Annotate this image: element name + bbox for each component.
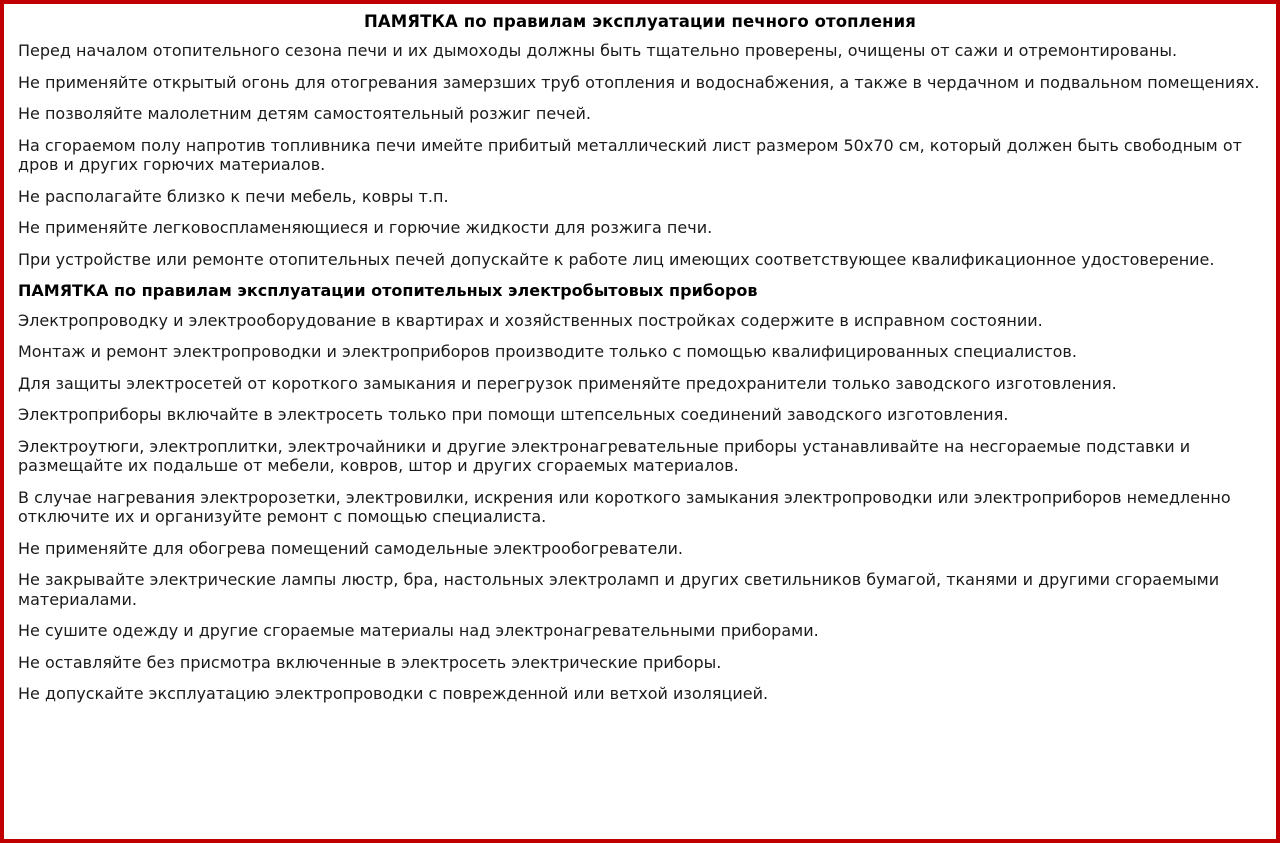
paragraph: Электроприборы включайте в электросеть только при помощи штепсельных соединений заводского изготовления.: [18, 405, 1009, 425]
paragraph: Не закрывайте электрические лампы люстр, бра, настольных электроламп и других светильников бумагой, тканями и другими сгораемыми материалами.: [18, 570, 1220, 609]
page-title: ПАМЯТКА по правилам эксплуатации печного отопления: [364, 12, 916, 31]
paragraph: Электроутюги, электроплитки, электрочайники и другие электронагревательные приборы устанавливайте на несгораемые подставки и размещайте их подальше от мебели, ковров, штор и других сгораемых материалов.: [18, 436, 1191, 476]
paragraph: Для защиты электросетей от короткого замыкания и перегрузок применяйте предохранители только заводского изготовления.: [18, 373, 1117, 393]
paragraph: Монтаж и ремонт электропроводки и электроприборов производите только с помощью квалифицированных специалистов.: [18, 342, 1077, 362]
paragraph: В случае нагревания электророзетки, электровилки, искрения или короткого замыкания электропроводки или электроприборов немедленно отключите их и организуйте ремонт с помощью специалиста.: [18, 487, 1231, 527]
paragraph: Не применяйте для обогрева помещений самодельные электрообогреватели.: [18, 538, 684, 558]
section-heading: ПАМЯТКА по правилам эксплуатации отопительных электробытовых приборов: [18, 281, 758, 301]
paragraph: Не допускайте эксплуатацию электропроводки с поврежденной или ветхой изоляцией.: [18, 684, 769, 704]
section-stove-heating: [18, 41, 1262, 269]
paragraph: При устройстве или ремонте отопительных печей допускайте к работе лиц имеющих соответствующее квалификационное удостоверение.: [18, 249, 1215, 269]
paragraph: Не применяйте открытый огонь для отогревания замерзших труб отопления и водоснабжения, а также в чердачном и подвальном помещениях.: [18, 72, 1260, 92]
paragraph: На сгораемом полу напротив топливника печи имейте прибитый металлический лист размером 50х70 см, который должен быть свободным от дров и других горючих материалов.: [18, 135, 1242, 175]
paragraph: Не применяйте легковоспламеняющиеся и горючие жидкости для розжига печи.: [18, 218, 713, 238]
section-electrical-appliances: [18, 281, 1262, 704]
paragraph: Не сушите одежду и другие сгораемые материалы над электронагревательными приборами.: [18, 621, 819, 641]
paragraph: Электропроводку и электрооборудование в квартирах и хозяйственных постройках содержите в исправном состоянии.: [18, 310, 1043, 330]
paragraph: Не располагайте близко к печи мебель, ковры т.п.: [18, 186, 449, 206]
paragraph: Перед началом отопительного сезона печи и их дымоходы должны быть тщательно проверены, очищены от сажи и отремонтированы.: [18, 41, 1178, 60]
paragraph: Не позволяйте малолетним детям самостоятельный розжиг печей.: [18, 104, 591, 124]
paragraph: Не оставляйте без присмотра включенные в электросеть электрические приборы.: [18, 652, 722, 672]
